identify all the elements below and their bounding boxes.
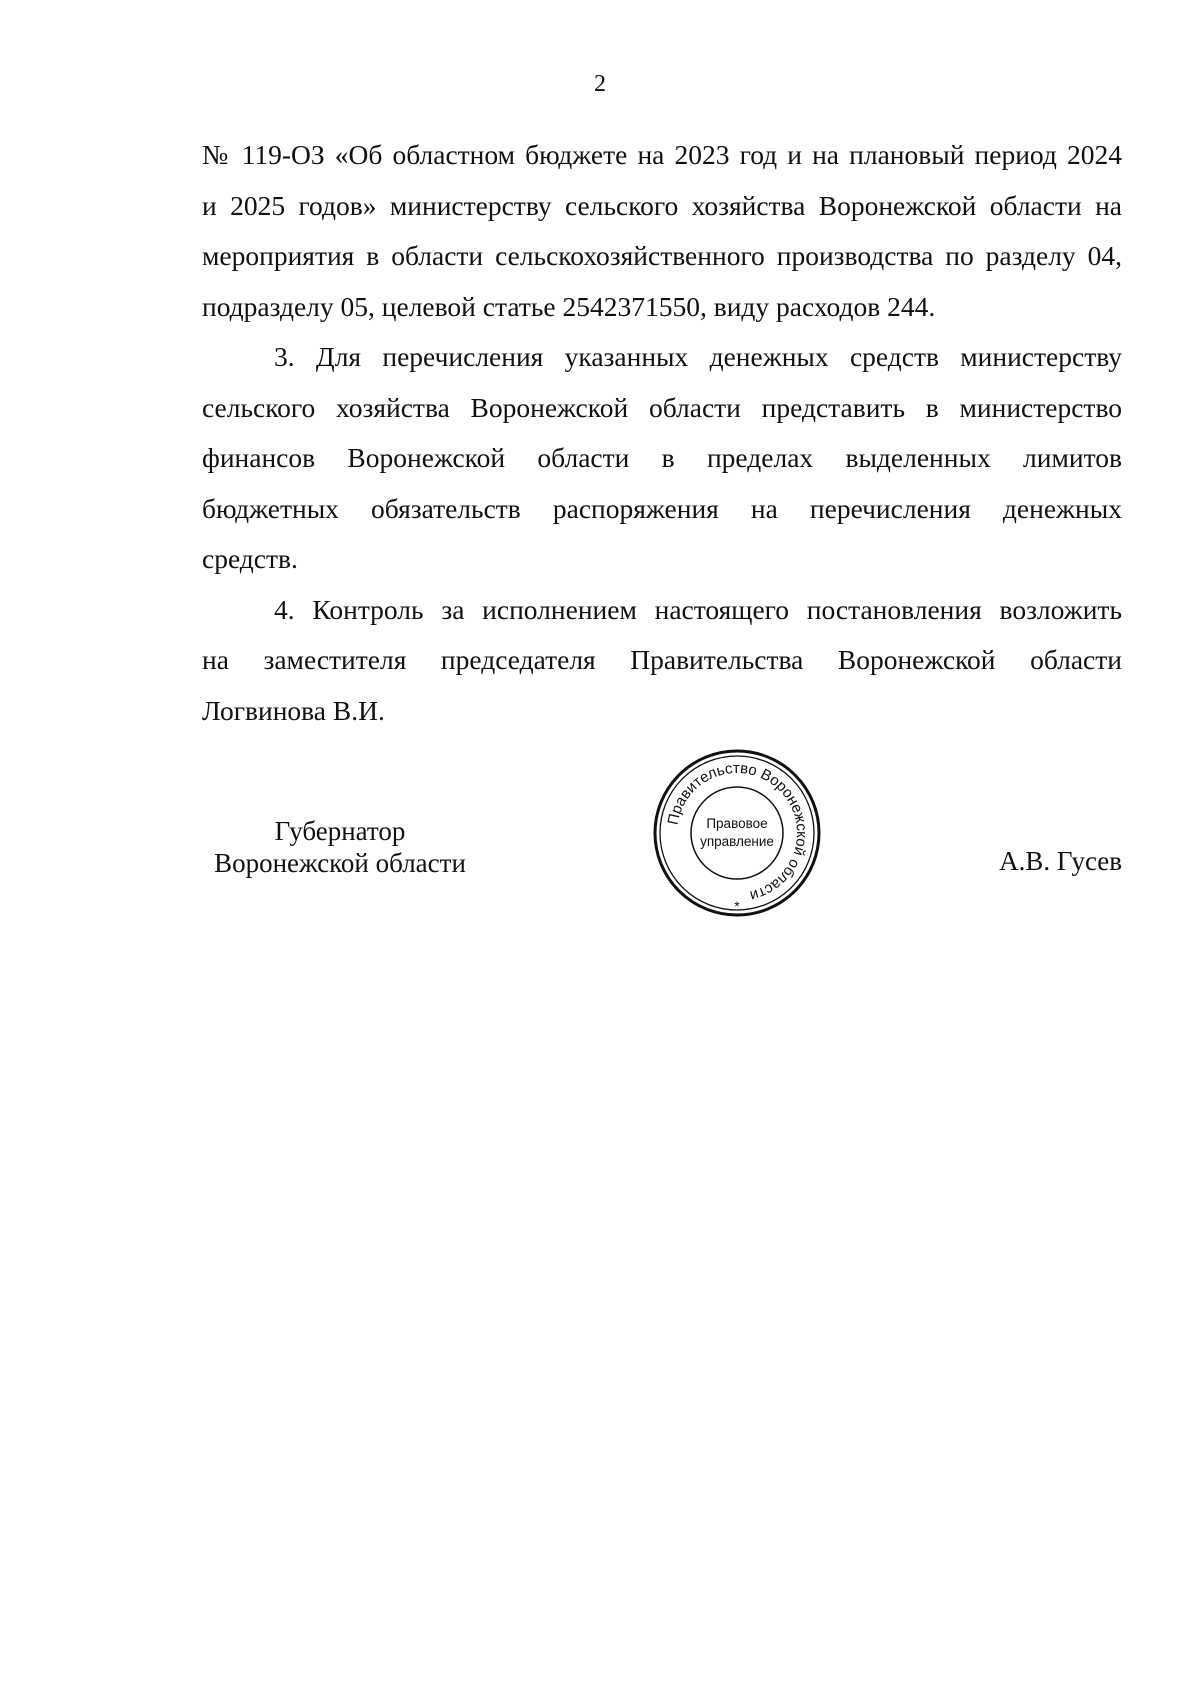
text-line: и 2025 годов» министерству сельского хозяйства Воронежской области на bbox=[202, 189, 1122, 221]
text-line: мероприятия в области сельскохозяйственного производства по разделу 04, bbox=[202, 240, 1122, 271]
signatory-title-line: Воронежской области bbox=[214, 848, 466, 878]
text-line: финансов Воронежской области в пределах выделенных лимитов bbox=[202, 442, 1122, 473]
text-line: № 119-ОЗ «Об областном бюджете на 2023 год и на плановый период 2024 bbox=[202, 139, 1122, 170]
text-line: 3. Для перечисления указанных денежных средств министерству bbox=[274, 341, 1122, 372]
paragraph-3 bbox=[202, 332, 1122, 585]
text-line: 4. Контроль за исполнением настоящего постановления возложить bbox=[274, 593, 1122, 625]
text-line: бюджетных обязательств распоряжения на перечисления денежных bbox=[202, 492, 1122, 524]
paragraph-1 bbox=[202, 130, 1122, 332]
official-stamp bbox=[652, 748, 822, 918]
text-line: Логвинова В.И. bbox=[202, 694, 385, 726]
text-line: на заместителя председателя Правительства Воронежской области bbox=[202, 644, 1122, 675]
document-body bbox=[202, 130, 1122, 736]
signatory-name: А.В. Гусев bbox=[999, 846, 1122, 876]
signatory-title bbox=[200, 815, 480, 879]
stamp-star: * bbox=[734, 898, 740, 914]
stamp-outer-text: Правительство Воронежской области bbox=[664, 759, 811, 905]
text-line: средств. bbox=[202, 543, 298, 574]
page-number: 2 bbox=[594, 71, 606, 97]
paragraph-4 bbox=[202, 585, 1122, 737]
text-line: подразделу 05, целевой статье 2542371550, виду расходов 244. bbox=[202, 290, 936, 322]
signatory-title-line: Губернатор bbox=[274, 816, 406, 846]
stamp-inner-line: управление bbox=[700, 834, 774, 849]
stamp-inner-line: Правовое bbox=[706, 816, 768, 831]
text-line: сельского хозяйства Воронежской области представить в министерство bbox=[202, 391, 1122, 423]
